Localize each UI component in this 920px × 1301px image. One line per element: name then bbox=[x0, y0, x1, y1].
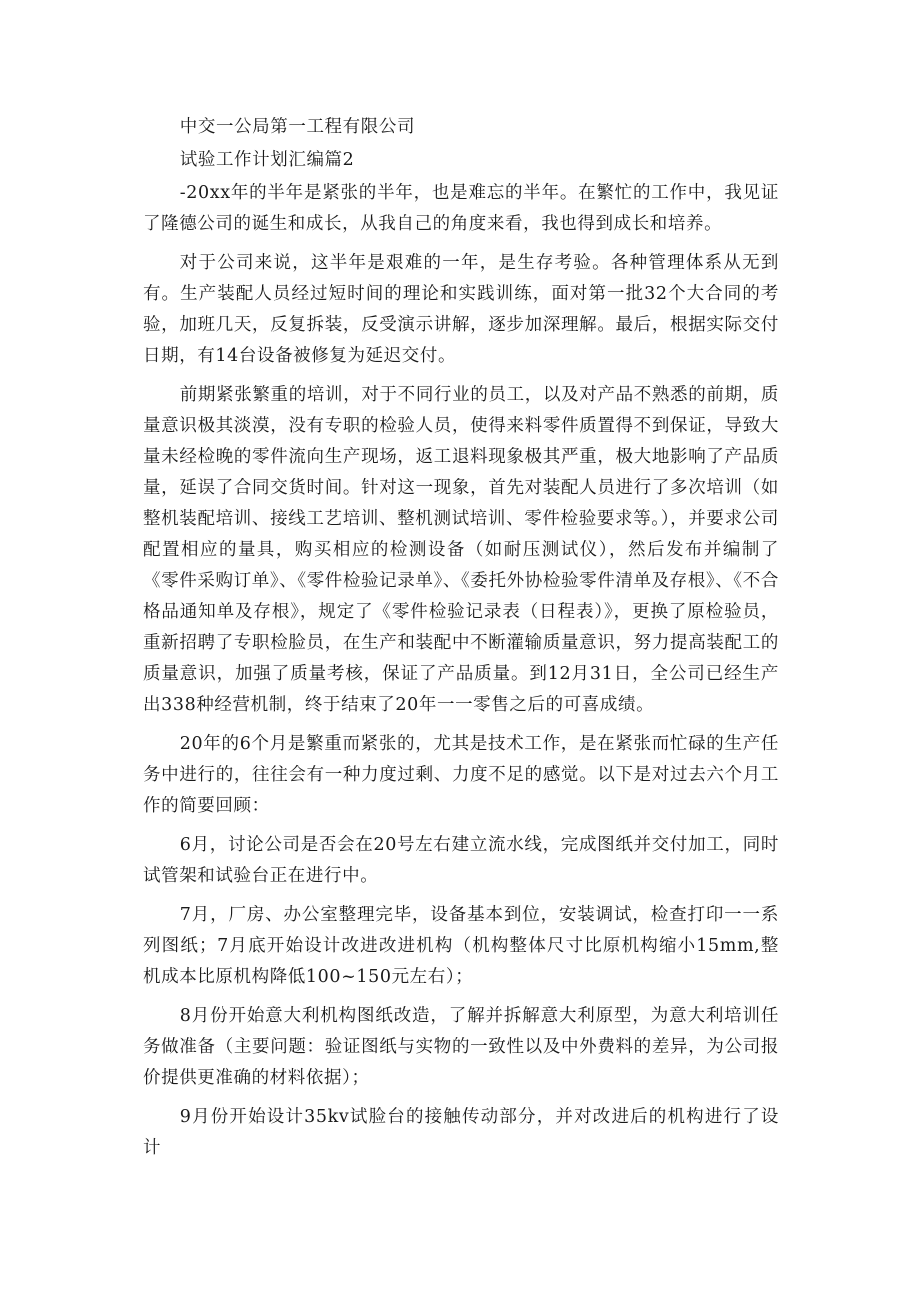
paragraph-june: 6月，讨论公司是否会在20号左右建立流水线，完成图纸并交付加工，同时试管架和试验台正在进行中。 bbox=[143, 835, 779, 886]
paragraph-company-review: 对于公司来说，这半年是艰难的一年，是生存考验。各种管理体系从无到有。生产装配人员经过短时间的理论和实践训练，面对第一批32个大合同的考验，加班几天，反复拆装，反受演示讲解，逐步加深理解。最后，根据实际交付日期，有14台设备被修复为延迟交付。 bbox=[143, 253, 779, 366]
paragraph-september: 9月份开始设计35kv试脸台的接触传动部分，并对改进后的机构进行了设计 bbox=[143, 1107, 779, 1158]
document-heading: 试验工作计划汇编篇2 bbox=[179, 150, 355, 170]
paragraph-six-months: 20年的6个月是繁重而紧张的，尤其是技术工作，是在紧张而忙碌的生产任务中进行的，往往会有一种力度过剩、力度不足的感觉。以下是对过去六个月工作的简要回顾： bbox=[143, 734, 779, 816]
company-name: 中交一公局第一工程有限公司 bbox=[179, 117, 416, 137]
paragraph-august: 8月份开始意大利机构图纸改造，了解并拆解意大利原型，为意大利培训任务做准备（主要问题：验证图纸与实物的一致性以及中外费料的差异，为公司报价提供更准确的材料依据）； bbox=[143, 1006, 779, 1088]
paragraph-training-quality: 前期紧张繁重的培训，对于不同行业的员工，以及对产品不熟悉的前期，质量意识极其淡漠，没有专职的检验人员，使得来料零件质置得不到保证，导致大量未经检晚的零件流向生产现场，返工退料现象极其严重，极大地影响了产品质量，延误了合同交货时间。针对这一现象，首先对装配人员进行了多次培训（如整机装配培训、接线工艺培训、整机测试培训、零件检验要求等。），并要求公司配置相应的量具，购买相应的检测设备（如耐压测试仪），然后发布并编制了《零件采购订单》、《零件检验记录单》、《委托外协检验零件清单及存根》、《不合格品通知单及存根》，规定了《零件检验记录表（日程表）》，更换了原检验员，重新招聘了专职检脸员，在生产和装配中不断灌输质量意识，努力提高装配工的质量意识，加强了质量考核，保证了产品质量。到12月31日，全公司已经生产出338种经营机制，终于结束了20年一一零售之后的可喜成绩。 bbox=[143, 385, 779, 715]
paragraph-intro: -20xx年的半年是紧张的半年，也是难忘的半年。在繁忙的工作中，我见证了隆德公司的诞生和成长，从我自己的角度来看，我也得到成长和培养。 bbox=[143, 183, 779, 234]
document-body bbox=[143, 112, 779, 1172]
paragraph-july: 7月，厂房、办公室整理完毕，设备基本到位，安装调试，检查打印一一系列图纸；7月底开始设计改进改进机构（机构整体尺寸比原机构缩小15mm,整机成本比原机构降低100~150元左右）； bbox=[143, 905, 779, 987]
